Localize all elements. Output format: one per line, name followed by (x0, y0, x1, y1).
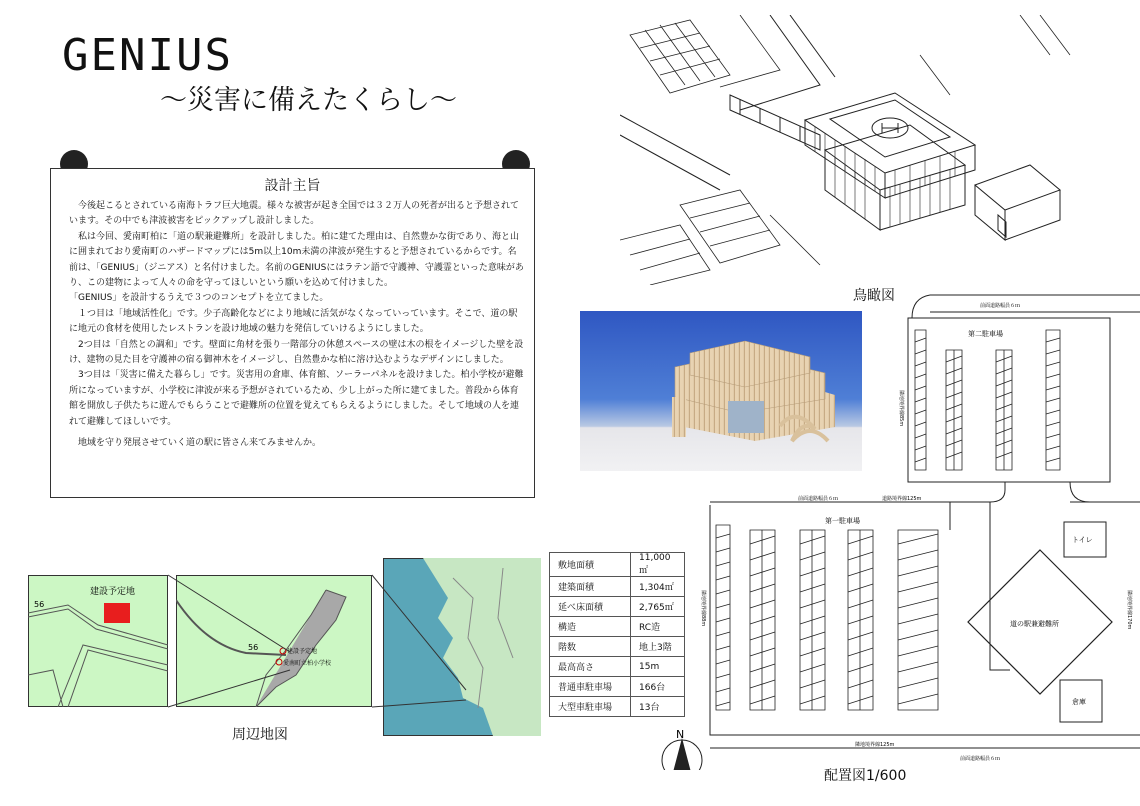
concept-paragraph: １つ目は「地域活性化」です。少子高齢化などにより地域に活気がなくなっていっています。そこで、道の駅に地元の食材を使用したレストランを設け地域の魅力を発信していけるようにしました。 (69, 308, 518, 335)
route-number: 56 (34, 600, 45, 609)
north-label: N (676, 728, 685, 741)
concept-paragraph: 2つ目は「自然との調和」です。壁面に角材を張り一階部分の休憩スペースの壁は木の根をイメージした壁を設け、建物の見た目を守護神の宿る御神木をイメージし、自然豊かな柏に溶け込むようなデザインにしました。 (69, 339, 524, 366)
concept-paragraph: 「GENIUS」を設計するうえで３つのコンセプトを立てました。 (69, 293, 329, 304)
route-number: 56 (248, 643, 259, 652)
spec-label: 階数 (550, 637, 631, 657)
spec-value: 2,765㎡ (631, 597, 685, 617)
spec-value: RC造 (631, 617, 685, 637)
spec-value: 1,304㎡ (631, 577, 685, 597)
parking-stalls-lot2 (915, 330, 1060, 470)
school-marker-label: 愛南町立柏小学校 (283, 660, 332, 667)
toilet-label: トイレ (1072, 536, 1093, 544)
page-subtitle: ～災害に備えたくらし～ (160, 85, 457, 116)
site-plan-drawing (650, 290, 1140, 770)
concept-paragraph: 今後起こるとされている南海トラフ巨大地震。様々な被害が起き全国では３２万人の死者が出ると予想されています。その中でも津波被害をピックアップし設計しました。 (69, 201, 520, 227)
spec-label: 延べ床面積 (550, 597, 631, 617)
lot2-label: 第二駐車場 (968, 330, 1003, 338)
concept-paragraph: 地域を守り発展させていく道の駅に皆さん来てみませんか。 (69, 438, 322, 449)
lot1-label: 第一駐車場 (825, 517, 860, 525)
boundary-label: 隣地境界線85m (898, 390, 904, 427)
spec-label: 最高高さ (550, 657, 631, 677)
storage-label: 倉庫 (1072, 698, 1086, 706)
site-label: 建設予定地 (90, 587, 136, 597)
road-width-label: 前面道路幅員６ｍ (798, 496, 839, 502)
boundary-label: 道路境界線125m (882, 496, 922, 502)
boundary-label: 隣地境界線125m (855, 742, 895, 748)
boundary-label: 隣地境界線88m (700, 590, 706, 627)
concept-paragraph: 3つ目は「災害に備えた暮らし」です。災害用の倉庫、体育館、ソーラーパネルを設けました。柏小学校が避難所になっていますが、小学校に津波が来る予想がされているため、少し上がった所に建てました。普段から体育館を開放し子供たちに遊んでもらうことで避難所の位置を覚えてもらえるようにしました。そして地域の人を連れて避難してほしいです。 (69, 370, 524, 427)
spec-label: 建築面積 (550, 577, 631, 597)
spec-value: 地上3階 (631, 637, 685, 657)
spec-label: 敷地面積 (550, 553, 631, 577)
site-plan-caption: 配置図1/600 (824, 768, 907, 784)
aerial-view-caption: 鳥瞰図 (853, 288, 895, 304)
spec-label: 構造 (550, 617, 631, 637)
road-width-label: 前面道路幅員６ｍ (960, 756, 1001, 762)
boundary-label: 隣地境界線170m (1126, 590, 1132, 630)
map-caption: 周辺地図 (232, 727, 288, 743)
spec-label: 普通車駐車場 (550, 677, 631, 697)
road-width-label: 前面道路幅員６ｍ (980, 303, 1021, 309)
spec-value: 13台 (631, 697, 685, 717)
page-title: GENIUS (62, 30, 233, 81)
building-label: 道の駅兼避難所 (1010, 620, 1059, 628)
concept-paragraph: 私は今回、愛南町柏に「道の駅兼避難所」を設計しました。柏に建てた理由は、自然豊かな街であり、海と山に囲まれており愛南町のハザードマップには5m以上10m未満の津波が発生すると予想されているからです。名前は、「GENIUS」（ジニアス）と名付けました。名前のGENIUSにはラテン語で守護神、守護霊といった意味があり、この建物によって人々の命を守ってほしいという願いを込めて付けました。 (69, 231, 524, 289)
spec-value: 11,000㎡ (631, 553, 685, 577)
site-marker-label: 建設予定地 (287, 648, 318, 655)
parking-stalls-lot1 (716, 525, 938, 710)
concept-heading: 設計主旨 (264, 178, 321, 194)
spec-value: 166台 (631, 677, 685, 697)
spec-label: 大型車駐車場 (550, 697, 631, 717)
spec-value: 15m (631, 657, 685, 677)
